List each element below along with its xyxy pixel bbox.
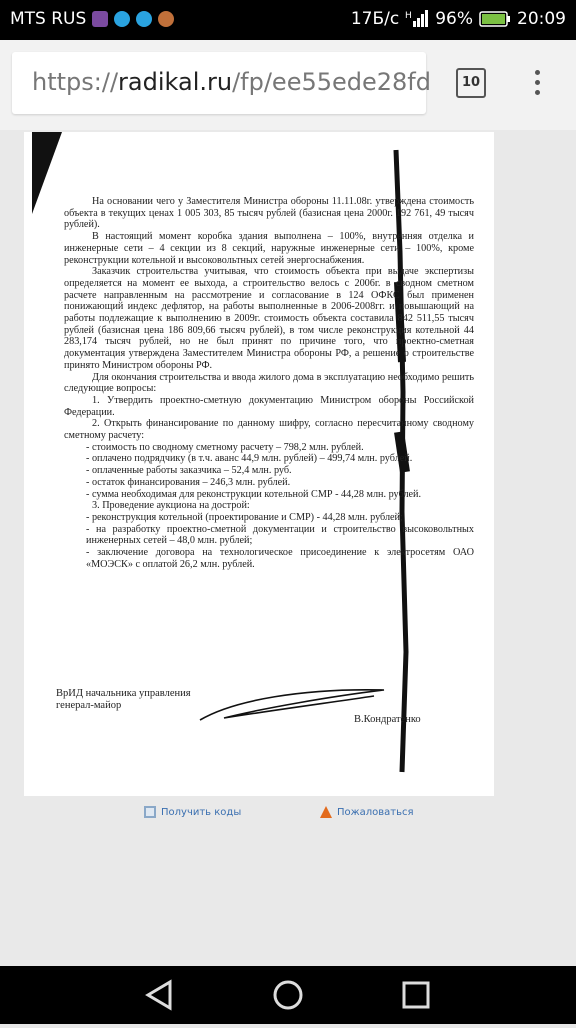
- back-button-icon[interactable]: [148, 982, 170, 1008]
- doc-list-item: - сумма необходимая для реконструкции котельной СМР - 44,28 млн. рублей.: [86, 488, 422, 500]
- twitter-notification-icon-2: [136, 11, 152, 27]
- doc-paragraph: Для окончания строительства и ввода жилого дома в эксплуатацию необходимо решить следующие вопросы:: [64, 371, 474, 395]
- doc-list-item: - остаток финансирования – 246,3 млн. рублей.: [86, 476, 291, 488]
- url-scheme: https://: [32, 68, 119, 96]
- signature-title: ВрИД начальника управления: [56, 688, 191, 699]
- doc-paragraph: На основании чего у Заместителя Министра обороны 11.11.08г. утверждена стоимость объекта в текущих ценах 1 005 303, 85 тысяч рублей (базисная цена 2000г. 192 761, 49 тысяч рублей).: [64, 196, 474, 231]
- code-icon: [144, 806, 156, 818]
- android-nav-bar: [0, 966, 576, 1024]
- doc-paragraph: Заказчик строительства учитывая, что стоимость объекта при выдаче экспертизы определяется на момент ее выхода, а строительство велось с 2006г. в сводном сметном расчете направленным на рассмотрение и согласование в 124 ОФКС был применен понижающий индекс дефлятор, на работы выполненные в 2006-2008гг. и повышающий на работы подлежащие к выполнению в 2009г. стоимость объекта составила 842 511,55 тысяч рублей (базисная цена 186 809,66 тысяч рублей), в том числе реконструкция котельной 44 283,174 тысяч рублей, но не был принят по причине того, что проектно-сметная документация утверждена Заместителем Министра обороны РФ, а решение о строительстве принято Министром обороны РФ.: [64, 266, 474, 371]
- get-codes-label: Получить коды: [161, 806, 242, 818]
- overflow-menu-icon[interactable]: [535, 70, 541, 100]
- doc-list-item: - оплаченные работы заказчика – 52,4 млн. руб.: [86, 465, 292, 477]
- clock: 20:09: [517, 9, 566, 29]
- carrier-label: MTS RUS: [10, 9, 87, 29]
- doc-paragraph: В настоящий момент коробка здания выполнена – 100%, внутренняя отделка и инженерные сети – 4 секции из 8 секций, наружные инженерные сети – 100%, кроме реконструкции котельной и высоковольтных сетей энергоснабжения.: [64, 231, 474, 266]
- nav-buttons: [0, 966, 576, 1024]
- doc-paragraph: 3. Проведение аукциона на дострой:: [92, 500, 250, 512]
- svg-text:H: H: [405, 11, 412, 21]
- browser-toolbar: [0, 40, 576, 130]
- battery-icon: [479, 10, 511, 28]
- status-right: [351, 9, 566, 29]
- status-left: [10, 9, 174, 29]
- url-path: /fp/ee55ede28fd: [232, 68, 431, 96]
- warning-icon: [320, 806, 332, 818]
- doc-list-item: - стоимость по сводному сметному расчету – 798,2 млн. рублей.: [86, 441, 364, 453]
- signature-rank: генерал-майор: [56, 700, 122, 711]
- doc-list-item: - заключение договора на технологическое присоединение к электросетям ОАО «МОЭСК» с оплатой 26,2 млн. рублей.: [86, 547, 474, 570]
- get-codes-link[interactable]: [144, 806, 241, 818]
- doc-list-item: - на разработку проектно-сметной документации и строительство высоковольтных инженерных сетей – 48,0 млн. рублей;: [86, 523, 474, 547]
- app-notification-icon: [158, 11, 174, 27]
- signature-block: [56, 688, 191, 712]
- net-speed: 17Б/с: [350, 9, 400, 29]
- twitter-notification-icon: [114, 11, 130, 27]
- gallery-notification-icon: [92, 11, 108, 27]
- doc-list-item: - реконструкция котельной (проектирование и СМР) - 44,28 млн. рублей;: [86, 511, 403, 523]
- status-bar: [0, 0, 576, 40]
- url-text[interactable]: [32, 68, 431, 96]
- doc-paragraph: 1. Утвердить проектно-сметную документацию Министром обороны Российской Федерации.: [64, 394, 474, 418]
- doc-list-item: - оплачено подрядчику (в т.ч. аванс 44,9 млн. рублей) – 499,74 млн. рублей.: [86, 453, 413, 465]
- home-button-icon[interactable]: [275, 982, 301, 1008]
- page-content: [0, 130, 576, 966]
- battery-percent: 96%: [435, 9, 473, 29]
- signature-name: В.Кондратенко: [354, 714, 421, 725]
- complain-label: Пожаловаться: [337, 806, 414, 818]
- complain-link[interactable]: [320, 806, 414, 818]
- url-host: radikal.ru: [118, 68, 233, 96]
- recents-button-icon[interactable]: [404, 983, 428, 1007]
- document-text: [64, 196, 474, 571]
- doc-paragraph: 2. Открыть финансирование по данному шифру, согласно пересчитанному сводному сметному расчету:: [64, 418, 474, 442]
- address-bar[interactable]: [12, 52, 431, 114]
- signal-icon: [405, 9, 429, 29]
- scanned-document-image: [24, 132, 494, 796]
- tab-switcher-button[interactable]: 10: [456, 68, 486, 98]
